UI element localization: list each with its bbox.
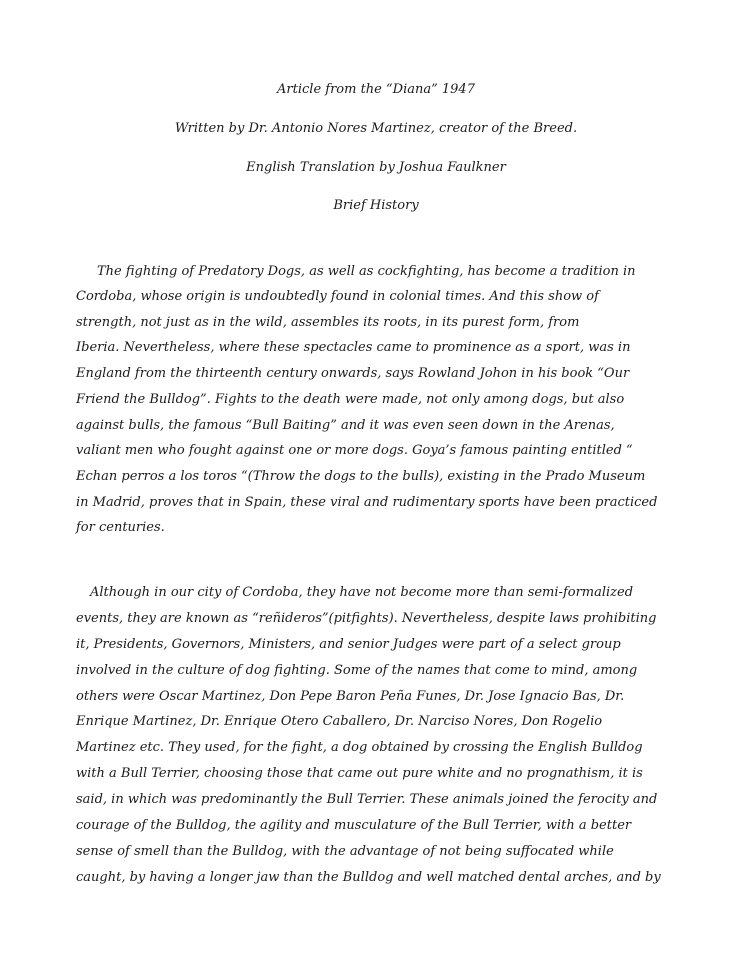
text-line: for centuries. [76, 520, 165, 535]
text-line: Friend the Bulldog”. Fights to the death were made, not only among dogs, but also [76, 392, 625, 407]
text-line: England from the thirteenth century onwards, says Rowland Johon in his book “Our [76, 366, 630, 381]
text-line: sense of smell than the Bulldog, with the advantage of not being suffocated while [76, 844, 614, 859]
text-line: involved in the culture of dog fighting. Some of the names that come to mind, among [76, 663, 638, 678]
text-line: strength, not just as in the wild, assembles its roots, in its purest form, from [76, 315, 580, 330]
text-line: against bulls, the famous “Bull Baiting” and it was even seen down in the Arenas, [76, 418, 615, 433]
article-title: Article from the “Diana” 1947 [277, 82, 475, 97]
text-line: in Madrid, proves that in Spain, these viral and rudimentary sports have been practiced [76, 495, 658, 510]
text-line: courage of the Bulldog, the agility and musculature of the Bull Terrier, with a better [76, 818, 632, 833]
text-line: with a Bull Terrier, choosing those that came out pure white and no prognathism, it is [76, 766, 643, 781]
text-line: others were Oscar Martinez, Don Pepe Baron Peña Funes, Dr. Jose Ignacio Bas, Dr. [76, 689, 625, 704]
text-line: Enrique Martinez, Dr. Enrique Otero Caballero, Dr. Narciso Nores, Don Rogelio [76, 714, 603, 729]
section-title: Brief History [333, 198, 419, 213]
author-line: Written by Dr. Antonio Nores Martinez, creator of the Breed. [174, 121, 578, 136]
text-line: Cordoba, whose origin is undoubtedly found in colonial times. And this show of [76, 289, 599, 304]
text-line: Although in our city of Cordoba, they have not become more than semi-formalized [90, 585, 634, 600]
text-line: Echan perros a los toros “(Throw the dogs to the bulls), existing in the Prado Museum [76, 469, 646, 484]
text-line: Iberia. Nevertheless, where these spectacles came to prominence as a sport, was in [76, 340, 631, 355]
translator-line: English Translation by Joshua Faulkner [246, 160, 506, 175]
text-line: it, Presidents, Governors, Ministers, and senior Judges were part of a select group [76, 637, 621, 652]
text-line: events, they are known as “reñideros”(pitfights). Nevertheless, despite laws prohibiting [76, 611, 657, 626]
text-line: The fighting of Predatory Dogs, as well as cockfighting, has become a tradition in [97, 264, 636, 279]
text-line: Martinez etc. They used, for the fight, a dog obtained by crossing the English Bulldog [76, 740, 643, 755]
text-line: caught, by having a longer jaw than the Bulldog and well matched dental arches, and by [76, 870, 661, 885]
text-line: said, in which was predominantly the Bull Terrier. These animals joined the ferocity and [76, 792, 658, 807]
text-line: valiant men who fought against one or more dogs. Goya’s famous painting entitled “ [76, 443, 633, 458]
